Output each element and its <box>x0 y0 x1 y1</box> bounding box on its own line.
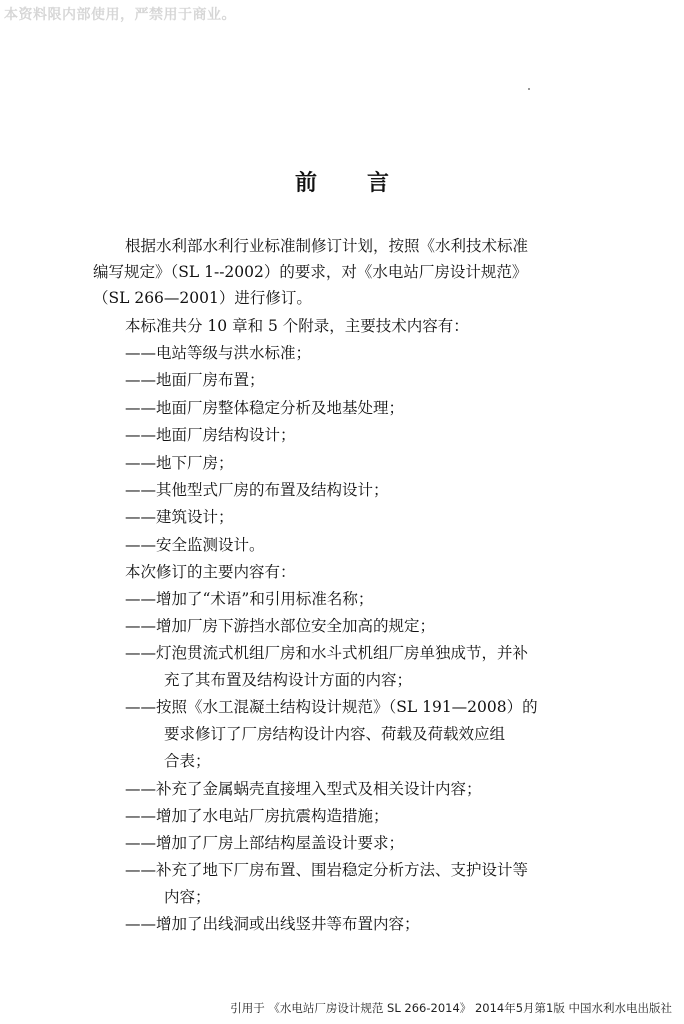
title-char-2: 言 <box>367 170 390 196</box>
text-line: ——地下厂房； <box>125 454 234 472</box>
citation-footer: 引用于 《水电站厂房设计规范 SL 266-2014》 2014年5月第1版 中国水利水电出版社 <box>230 1001 672 1015</box>
text-line: 合表； <box>164 752 211 770</box>
text-line: 根据水利部水利行业标准制修订计划，按照《水利技术标准 <box>125 237 529 255</box>
page-title <box>0 166 684 197</box>
text-line: ——按照《水工混凝土结构设计规范》（SL 191—2008）的 <box>125 698 538 716</box>
text-line: 内容； <box>164 888 211 906</box>
text-line: 充了其布置及结构设计方面的内容； <box>164 671 413 689</box>
text-line: ——增加了出线洞或出线竖井等布置内容； <box>125 915 420 933</box>
text-line: （SL 266—2001）进行修订。 <box>93 289 312 307</box>
text-line: ——增加了水电站厂房抗震构造措施； <box>125 807 389 825</box>
text-line: ——增加了“术语”和引用标准名称； <box>125 590 374 608</box>
watermark-text: 本资料限内部使用，严禁用于商业。 <box>4 7 236 23</box>
text-line: ——增加厂房下游挡水部位安全加高的规定； <box>125 617 436 635</box>
text-line: ——地面厂房布置； <box>125 371 265 389</box>
text-line: ——建筑设计； <box>125 508 234 526</box>
text-line: ——增加了厂房上部结构屋盖设计要求； <box>125 834 405 852</box>
text-line: ——补充了金属蜗壳直接埋入型式及相关设计内容； <box>125 780 482 798</box>
text-line: ——地面厂房结构设计； <box>125 426 296 444</box>
scan-speck <box>528 88 530 90</box>
text-line: ——电站等级与洪水标准； <box>125 344 312 362</box>
text-line: 本次修订的主要内容有： <box>125 563 296 581</box>
text-line: ——其他型式厂房的布置及结构设计； <box>125 481 389 499</box>
title-char-1: 前 <box>294 170 317 196</box>
text-line: 要求修订了厂房结构设计内容、荷载及荷载效应组 <box>164 725 506 743</box>
text-line: ——补充了地下厂房布置、围岩稳定分析方法、支护设计等 <box>125 861 529 879</box>
text-line: ——地面厂房整体稳定分析及地基处理； <box>125 399 405 417</box>
text-line: ——安全监测设计。 <box>125 536 265 554</box>
text-line: ——灯泡贯流式机组厂房和水斗式机组厂房单独成节，并补 <box>125 644 529 662</box>
text-line: 本标准共分 10 章和 5 个附录，主要技术内容有： <box>125 317 469 335</box>
text-line: 编写规定》（SL 1--2002）的要求，对《水电站厂房设计规范》 <box>93 263 528 281</box>
